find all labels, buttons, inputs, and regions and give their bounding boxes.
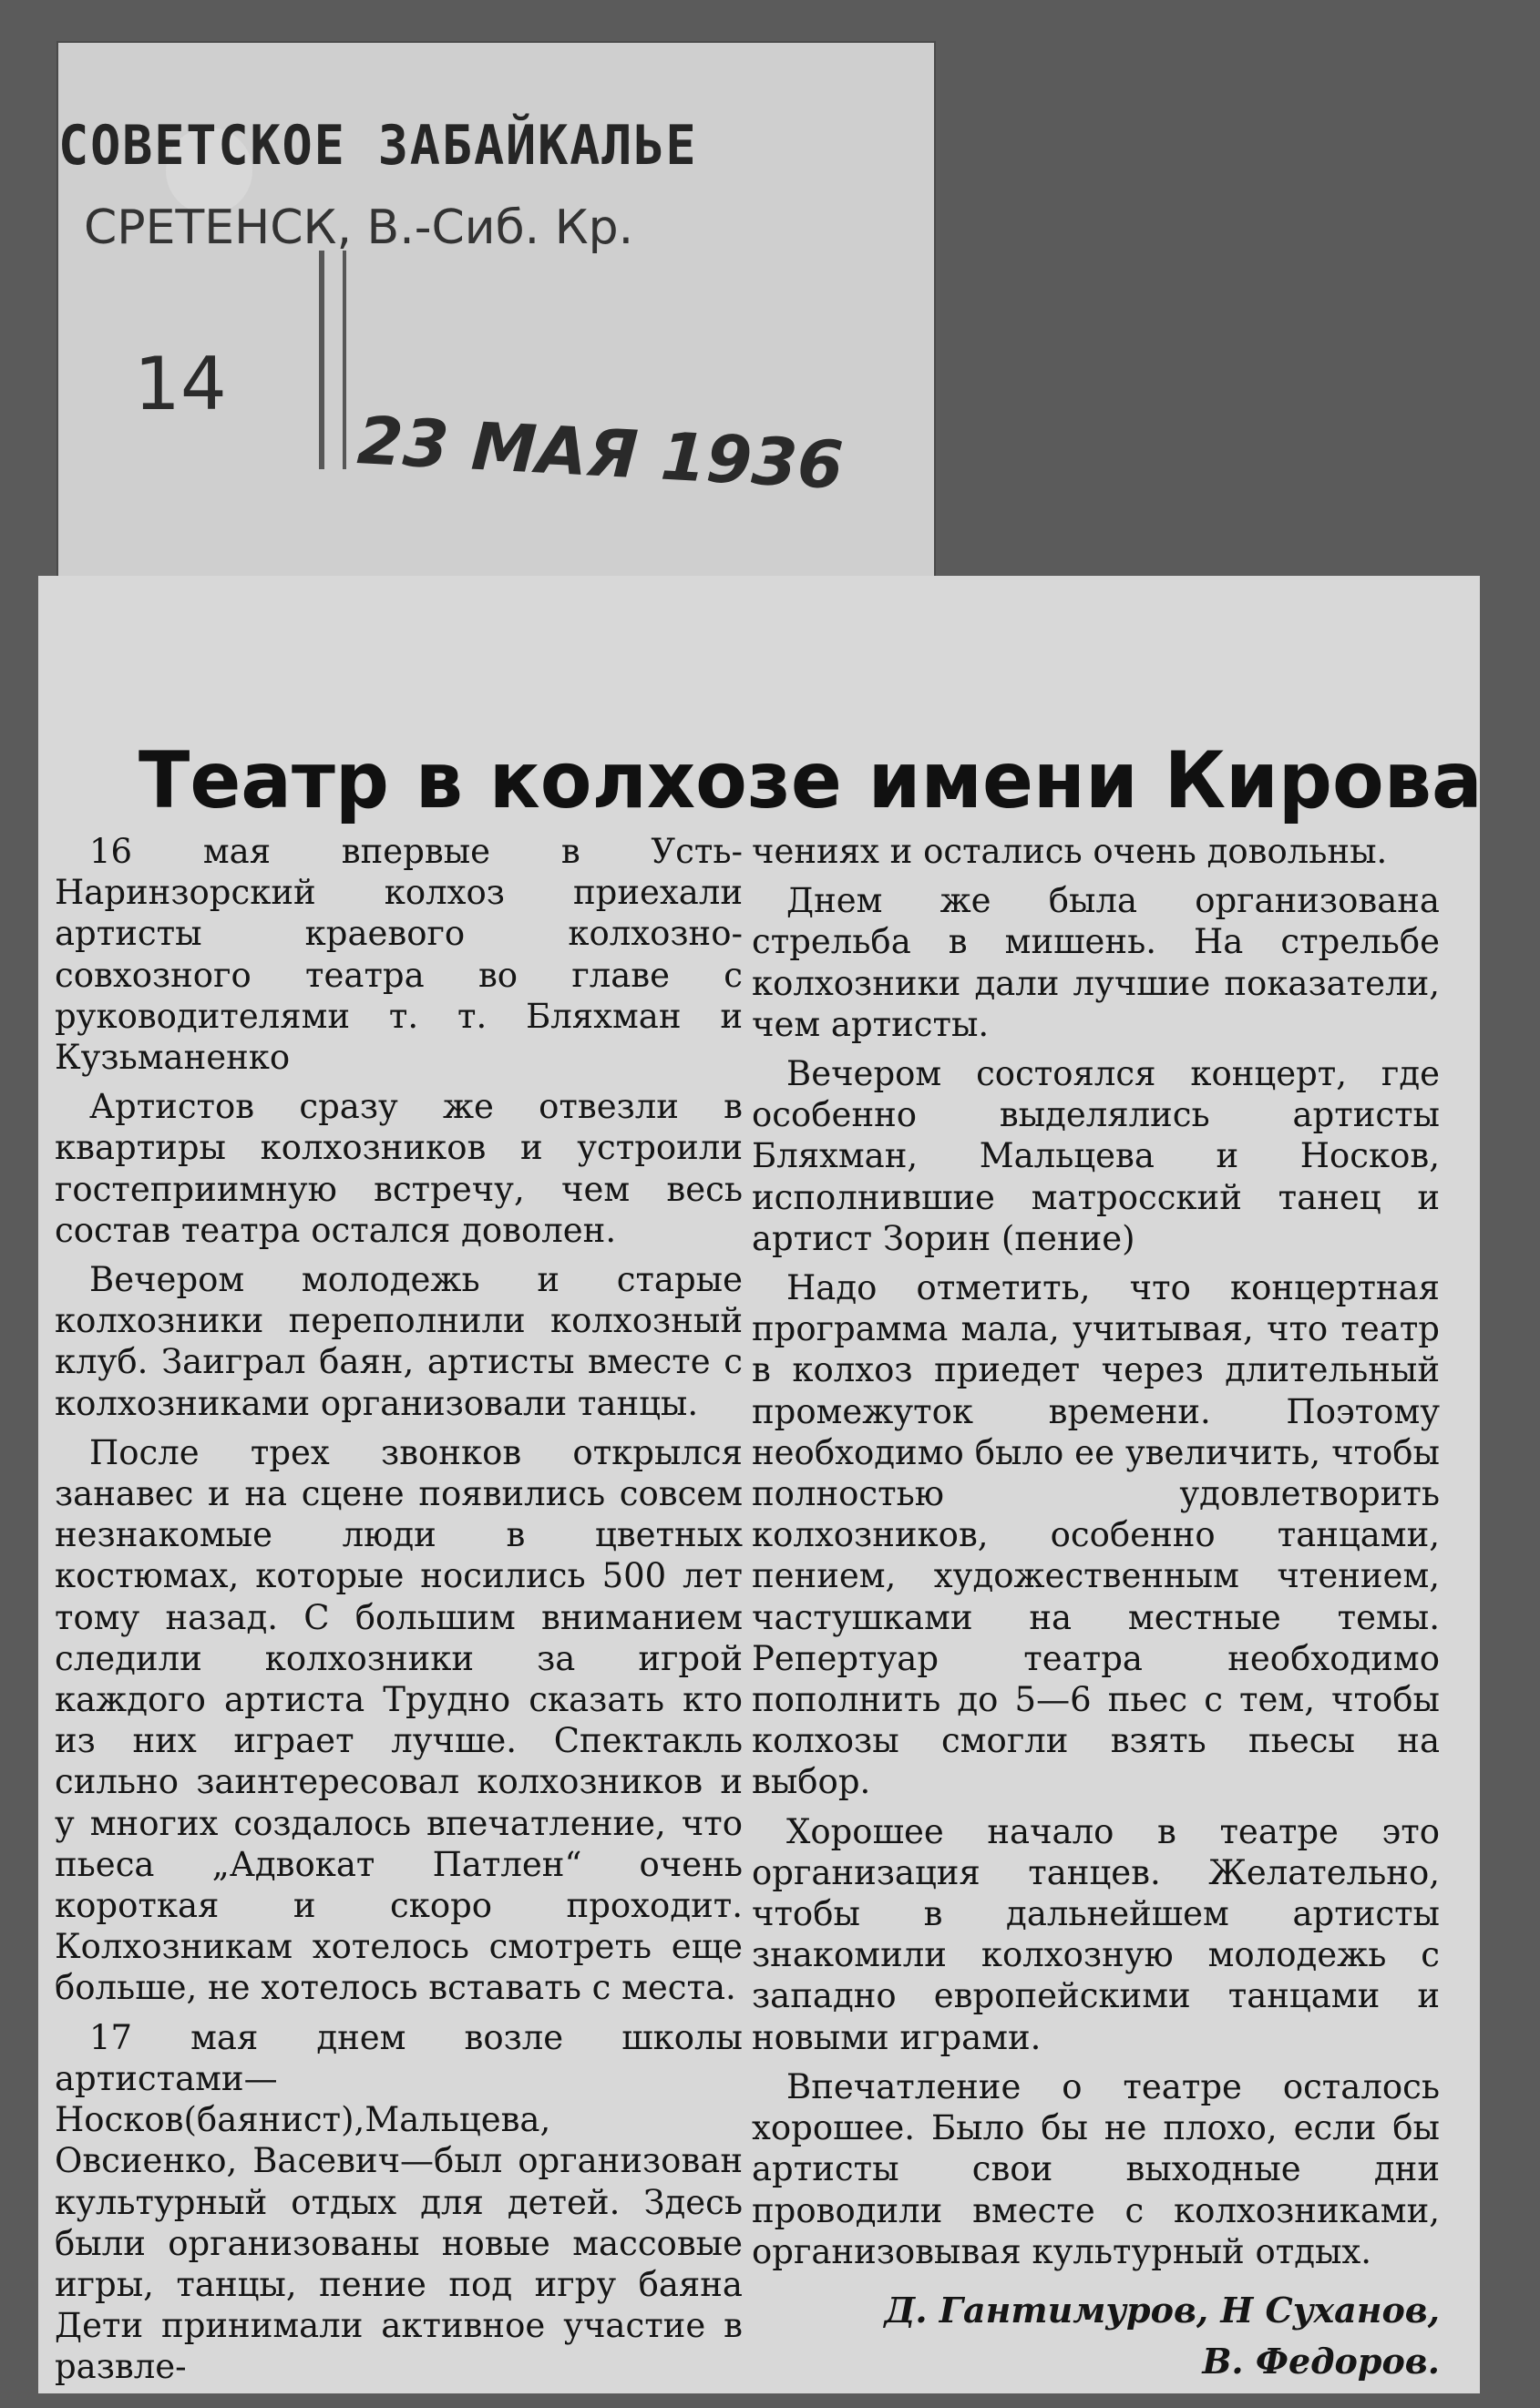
paragraph: Вечером состоялся концерт, где особенно выделялись артисты Бляхман, Мальцева и Носков, исполнившие матросский танец и артист Зорин (пение) bbox=[752, 1054, 1440, 1258]
paragraph: 16 мая впервые в Усть-Наринзорский колхоз приехали артисты краевого колхозно-совхозного театра во главе с руководителями т. т. Бляхман и Кузьманенко bbox=[55, 832, 743, 1078]
paragraph: После трех звонков открылся занавес и на сцене появились совсем незнакомые люди в цветных костюмах, которые носились 500 лет тому назад. С большим вниманием следили колхозники за игрой каждого артиста Трудно сказать кто из них играет лучше. Спектакль сильно заинтересовал колхозников и у многих создалось впечатление, что пьеса „Адвокат Патлен“ очень короткая и скоро проходит. Колхозникам хотелось смотреть еще больше, не хотелось вставать с места. bbox=[55, 1432, 743, 2008]
paragraph: Вечером молодежь и старые колхозники переполнили колхозный клуб. Заиграл баян, артисты вместе с колхозниками организовали танцы. bbox=[55, 1260, 743, 1423]
paragraph: Надо отметить, что концертная программа мала, учитывая, что театр в колхоз приедет через длительный промежуток времени. Поэтому необходимо было ее увеличить, чтобы полностью удовлетворить колхозников, особенно танцами, пением, художественным чтением, частушками на местные темы. Репертуар театра необходимо пополнить до 5—6 пьес с тем, чтобы колхозы смогли взять пьесы на выбор. bbox=[752, 1268, 1440, 1802]
stamp-newspaper-name: СОВЕТСКОЕ ЗАБАЙКАЛЬЕ bbox=[58, 114, 698, 178]
paragraph: Артистов сразу же отвезли в квартиры колхозников и устроили гостеприимную встречу, чем весь состав театра остался доволен. bbox=[55, 1087, 743, 1250]
signature-line: В. Федоров. bbox=[1202, 2340, 1440, 2382]
newspaper-stamp bbox=[56, 41, 936, 588]
stamp-date: 23 МАЯ 1936 bbox=[355, 402, 846, 504]
stamp-place: СРЕТЕНСК, В.-Сиб. Кр. bbox=[84, 200, 634, 255]
paragraph-continued: чениях и остались очень довольны. bbox=[752, 832, 1388, 871]
paragraph: Днем же была организована стрельба в мишень. На стрельбе колхозники дали лучшие показатели, чем артисты. bbox=[752, 881, 1440, 1044]
paragraph: 17 мая днем возле школы артистами—Носков(баянист),Мальцева, Овсиенко, Васевич—был организован культурный отдых для детей. Здесь были организованы новые массовые игры, танцы, пение под игру баяна Дети принимали активное участие в развле- bbox=[55, 2017, 743, 2387]
stamp-number: 14 bbox=[134, 342, 227, 426]
signature-line: Д. Гантимуров, Н Суханов, bbox=[884, 2289, 1440, 2331]
article-signature bbox=[752, 2285, 1440, 2387]
newspaper-clipping bbox=[38, 576, 1483, 2393]
paragraph: Впечатление о театре осталось хорошее. Было бы не плохо, если бы артисты свои выходные дни проводили вместе с колхозниками, организовывая культурный отдых. bbox=[752, 2066, 1440, 2271]
paragraph: Хорошее начало в театре это организация танцев. Желательно, чтобы в дальнейшем артисты знакомили колхозную молодежь с западно европейскими танцами и новыми играми. bbox=[752, 1811, 1440, 2057]
article-right-column bbox=[752, 831, 1440, 2387]
handwritten-mark bbox=[319, 251, 346, 469]
article-title: Театр в колхозе имени Кирова bbox=[139, 735, 1483, 826]
article-left-column bbox=[55, 831, 743, 2396]
